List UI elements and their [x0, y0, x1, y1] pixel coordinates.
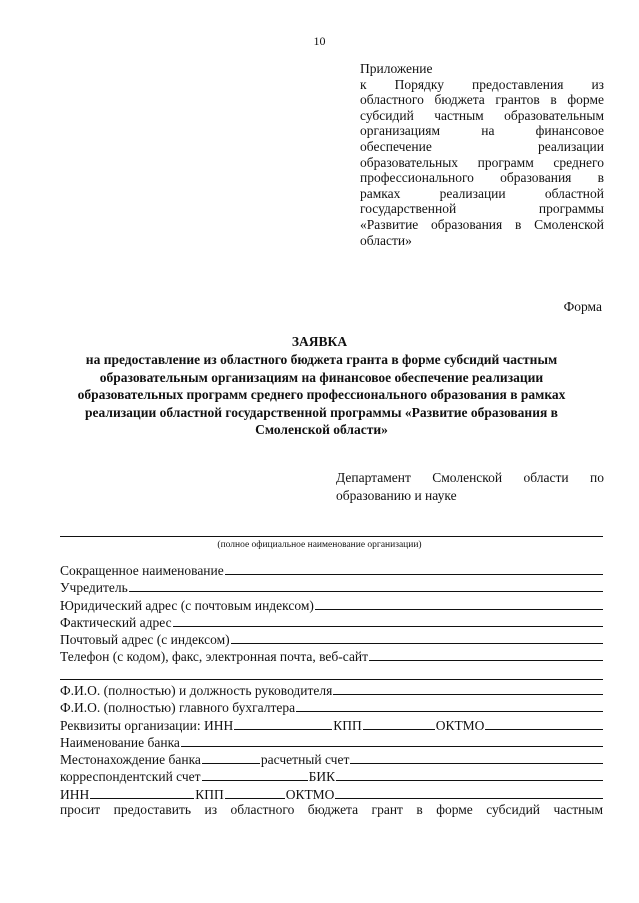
document-title: ЗАЯВКА — [291, 334, 348, 349]
appendix-line: области» — [360, 232, 412, 248]
subtitle-line: образовательных программ среднего профессионального образования в рамках — [77, 387, 566, 402]
field-label: Фактический адрес — [60, 614, 172, 630]
field-label: Местонахождение банка — [60, 752, 201, 768]
fill-line — [336, 768, 603, 781]
fill-line — [225, 562, 603, 575]
management-fields — [60, 682, 603, 803]
recipient-line: образованию и науке — [336, 487, 457, 503]
organization-fields — [60, 562, 603, 666]
appendix-line: организациям на финансовое — [360, 123, 604, 139]
fill-line — [296, 699, 603, 712]
fill-line — [225, 786, 285, 799]
field-label: КПП — [333, 717, 362, 733]
field-row — [60, 597, 603, 614]
closing-line: просит предоставить из областного бюджета грант в форме субсидий частным — [60, 802, 603, 817]
fill-line — [315, 597, 603, 610]
document-subtitle — [40, 351, 603, 439]
appendix-line: областного бюджета грантов в форме — [360, 92, 604, 108]
form-label: Форма — [563, 299, 602, 314]
field-label: Наименование банка — [60, 734, 180, 750]
field-label: корреспондентский счет — [60, 769, 201, 785]
org-name-line — [60, 536, 603, 537]
field-row — [60, 768, 603, 785]
field-label: Сокращенное наименование — [60, 563, 224, 578]
org-name-caption: (полное официальное наименование организации) — [217, 540, 422, 550]
appendix-line: профессионального образования в — [360, 170, 604, 186]
field-label: ОКТМО — [435, 717, 485, 733]
field-row — [60, 562, 603, 579]
appendix-line: субсидий частным образовательным — [360, 107, 604, 123]
field-row — [60, 614, 603, 631]
field-label: КПП — [195, 786, 224, 802]
appendix-line: государственной программы — [360, 201, 604, 217]
fill-line — [335, 786, 603, 799]
field-row — [60, 648, 603, 665]
field-label: Почтовый адрес (с индексом) — [60, 632, 230, 648]
field-row — [60, 699, 603, 716]
field-row — [60, 717, 603, 734]
field-label: ИНН — [60, 786, 90, 802]
subtitle-line: образовательным организациям на финансовое обеспечение реализации — [99, 369, 544, 385]
fill-line — [234, 717, 332, 730]
blank-line — [60, 679, 603, 680]
recipient-line: Департамент Смоленской области по — [336, 470, 604, 485]
field-row — [60, 751, 603, 768]
field-label: Ф.И.О. (полностью) и должность руководителя — [60, 683, 333, 698]
fill-line — [202, 751, 260, 764]
appendix-line: обеспечение реализации — [360, 138, 604, 154]
field-label: Учредитель — [60, 580, 128, 596]
appendix-line: к Порядку предоставления из — [360, 76, 604, 92]
fill-line — [173, 614, 603, 627]
fill-line — [231, 631, 603, 644]
fill-line — [369, 648, 603, 661]
field-label: Реквизиты организации: ИНН — [60, 717, 234, 733]
field-row — [60, 734, 603, 751]
field-label: Ф.И.О. (полностью) главного бухгалтера — [60, 700, 296, 716]
fill-line — [363, 717, 435, 730]
fill-line — [333, 682, 603, 695]
page-number: 10 — [313, 34, 326, 48]
appendix-line: «Развитие образования в Смоленской — [360, 216, 604, 232]
appendix-line: рамках реализации областной — [360, 185, 604, 201]
field-label: Телефон (с кодом), факс, электронная почта, веб-сайт — [60, 649, 369, 665]
appendix-block — [360, 61, 604, 248]
field-label: ОКТМО — [285, 786, 335, 802]
fill-line — [90, 786, 194, 799]
subtitle-line: Смоленской области» — [255, 422, 388, 437]
fill-line — [129, 579, 603, 592]
fill-line — [181, 734, 603, 747]
recipient-block — [336, 469, 604, 504]
field-label: БИК — [308, 769, 336, 785]
field-row — [60, 631, 603, 648]
subtitle-line: реализации областной государственной программы «Развитие образования в — [85, 404, 558, 420]
field-label: расчетный счет — [260, 752, 350, 768]
field-label: Юридический адрес (с почтовым индексом) — [60, 597, 314, 613]
fill-line — [202, 768, 308, 781]
fill-line — [485, 717, 603, 730]
fill-line — [350, 751, 603, 764]
subtitle-line: на предоставление из областного бюджета гранта в форме субсидий частным — [85, 352, 558, 367]
field-row — [60, 786, 603, 803]
appendix-line: образовательных программ среднего — [360, 154, 604, 170]
field-row — [60, 579, 603, 596]
field-row — [60, 682, 603, 699]
appendix-line: Приложение — [360, 61, 433, 76]
